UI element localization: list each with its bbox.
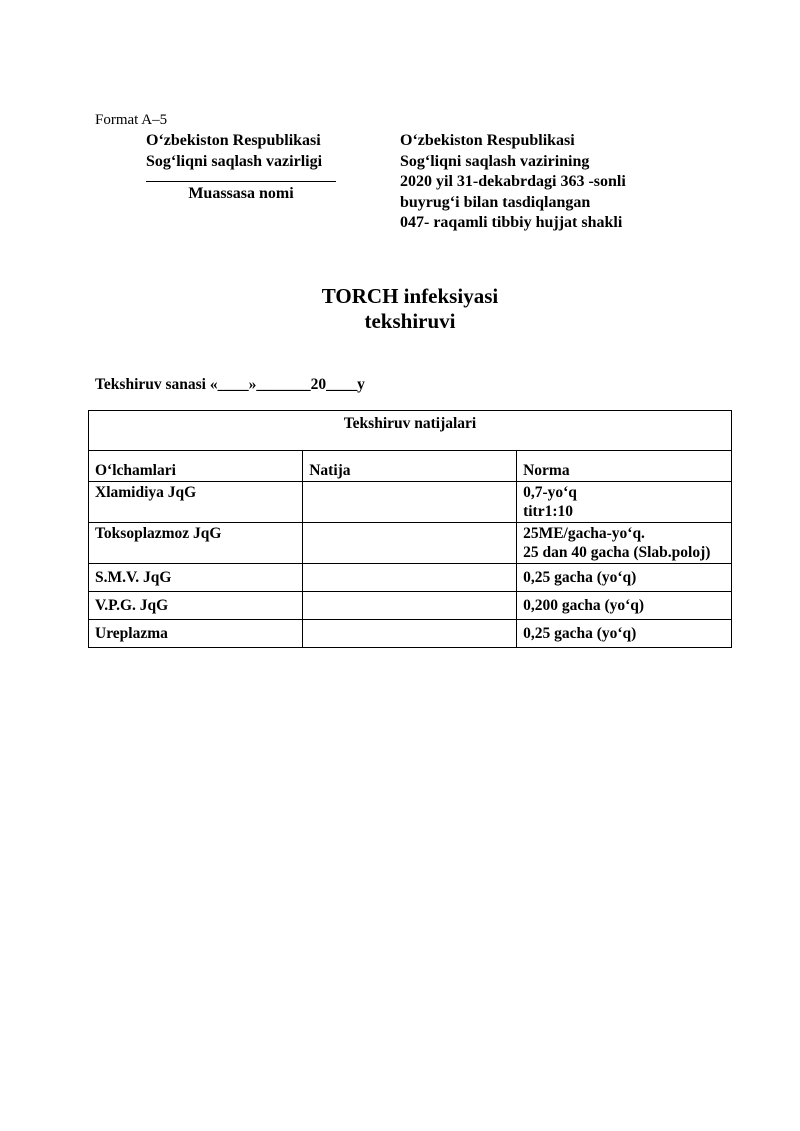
parameter-name: Ureplazma	[89, 620, 303, 648]
table-row	[89, 523, 732, 564]
parameter-name: Xlamidiya JqG	[89, 482, 303, 523]
left-header-line-1: O‘zbekiston Respublikasi	[146, 132, 321, 149]
norm-cell	[517, 482, 732, 523]
document-title	[0, 284, 800, 334]
title-line-1: TORCH infeksiyasi	[321, 284, 499, 308]
norm-line-1: 0,7-yo‘q	[523, 484, 577, 501]
table-header-row	[89, 451, 732, 482]
result-cell[interactable]	[303, 592, 517, 620]
parameter-name: Toksoplazmoz JqG	[89, 523, 303, 564]
examination-date-line: Tekshiruv sanasi «____»_______20____y	[95, 376, 365, 393]
right-header-line-3: 2020 yil 31-dekabrdagi 363 -sonli	[400, 173, 626, 190]
table-caption: Tekshiruv natijalari	[89, 411, 732, 451]
table-row	[89, 482, 732, 523]
table-caption-row	[89, 411, 732, 451]
parameter-name: V.P.G. JqG	[89, 592, 303, 620]
norm-line-1: 25ME/gacha-yo‘q.	[523, 525, 645, 542]
right-header-line-2: Sog‘liqni saqlash vazirining	[400, 152, 590, 170]
right-header-line-4: buyrug‘i bilan tasdiqlangan	[400, 193, 591, 211]
left-header-line-2: Sog‘liqni saqlash vazirligi	[146, 152, 323, 170]
table-row	[89, 564, 732, 592]
institution-label: Muassasa nomi	[188, 185, 294, 202]
result-cell[interactable]	[303, 523, 517, 564]
right-header-line-5: 047- raqamli tibbiy hujjat shakli	[400, 214, 623, 231]
result-cell[interactable]	[303, 482, 517, 523]
approval-header-right	[400, 131, 626, 234]
norm-line-2: 25 dan 40 gacha (Slab.poloj)	[523, 544, 711, 561]
table-row	[89, 592, 732, 620]
institution-name-blank	[146, 181, 336, 182]
right-header-line-1: O‘zbekiston Respublikasi	[400, 132, 575, 149]
norm-cell	[517, 523, 732, 564]
column-header-result: Natija	[303, 451, 517, 482]
column-header-norm: Norma	[517, 451, 732, 482]
norm-line-2: titr1:10	[523, 503, 574, 520]
column-header-parameters: O‘lchamlari	[89, 451, 303, 482]
parameter-name: S.M.V. JqG	[89, 564, 303, 592]
norm-cell: 0,25 gacha (yo‘q)	[517, 620, 732, 648]
table-row	[89, 620, 732, 648]
norm-cell: 0,25 gacha (yo‘q)	[517, 564, 732, 592]
format-label: Format A–5	[95, 112, 168, 128]
title-line-2: tekshiruvi	[364, 309, 456, 333]
result-cell[interactable]	[303, 620, 517, 648]
norm-cell: 0,200 gacha (yo‘q)	[517, 592, 732, 620]
results-table	[88, 410, 732, 648]
result-cell[interactable]	[303, 564, 517, 592]
ministry-header-left	[146, 131, 336, 205]
